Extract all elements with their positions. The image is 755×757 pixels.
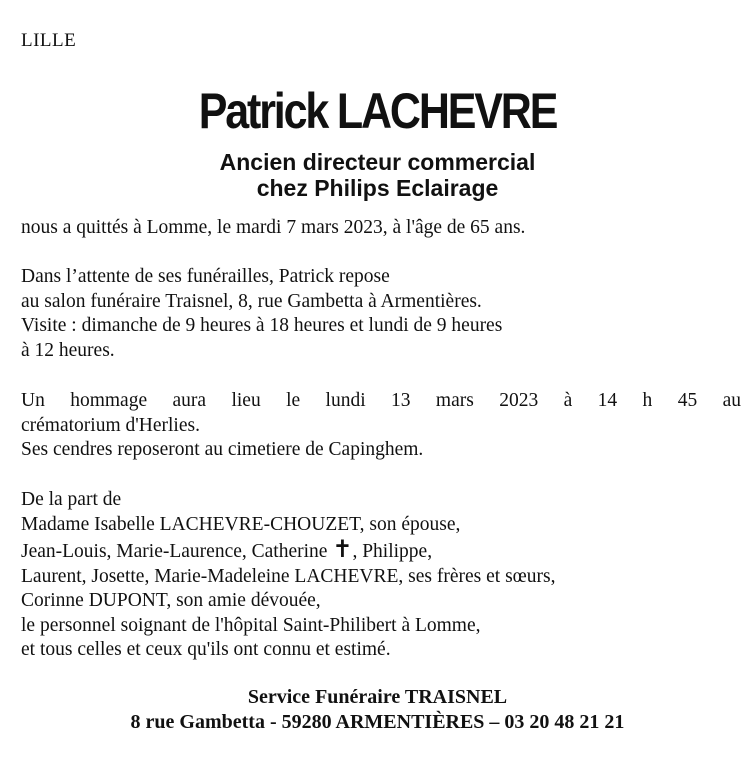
death-notice bbox=[21, 216, 741, 241]
family-paragraph bbox=[21, 488, 741, 663]
funeral-service-address: 8 rue Gambetta - 59280 ARMENTIÈRES – 03 20 48 21 21 bbox=[130, 711, 625, 733]
family-all: et tous celles et ceux qu'ils ont connu et estimé. bbox=[21, 639, 391, 660]
cross-icon: ✝ bbox=[332, 535, 353, 563]
death-notice-text: nous a quittés à Lomme, le mardi 7 mars 2023, à l'âge de 65 ans. bbox=[21, 217, 526, 238]
deceased-role bbox=[0, 149, 755, 201]
deceased-name: Patrick LACHEVRE bbox=[198, 83, 557, 139]
rest-paragraph bbox=[21, 265, 741, 363]
funeral-service-footer bbox=[0, 685, 755, 735]
family-siblings-line bbox=[21, 537, 741, 565]
rest-line: Dans l’attente de ses funérailles, Patrick repose bbox=[21, 266, 390, 287]
role-line-2: chez Philips Eclairage bbox=[256, 175, 499, 201]
ceremony-line: crématorium d'Herlies. bbox=[21, 414, 200, 436]
family-siblings-b: , Philippe, bbox=[352, 541, 433, 562]
family-siblings-c: Laurent, Josette, Marie-Madeleine LACHEVRE, ses frères et sœurs, bbox=[21, 565, 556, 587]
funeral-service-name: Service Funéraire TRAISNEL bbox=[247, 686, 508, 708]
city-label: LILLE bbox=[21, 30, 77, 51]
rest-line: Visite : dimanche de 9 heures à 18 heures et lundi de 9 heures bbox=[21, 315, 503, 336]
ceremony-paragraph bbox=[21, 389, 741, 463]
family-friend: Corinne DUPONT, son amie dévouée, bbox=[21, 590, 321, 611]
family-intro: De la part de bbox=[21, 489, 122, 510]
family-staff: le personnel soignant de l'hôpital Saint-Philibert à Lomme, bbox=[21, 614, 481, 636]
ceremony-line: Un hommage aura lieu le lundi 13 mars 2023 à 14 h 45 au bbox=[21, 390, 741, 411]
ceremony-line: Ses cendres reposeront au cimetiere de Capinghem. bbox=[21, 439, 424, 460]
family-siblings-a: Jean-Louis, Marie-Laurence, Catherine bbox=[21, 541, 328, 562]
rest-line: au salon funéraire Traisnel, 8, rue Gambetta à Armentières. bbox=[21, 290, 482, 312]
family-spouse: Madame Isabelle LACHEVRE-CHOUZET, son épouse, bbox=[21, 513, 461, 535]
rest-line: à 12 heures. bbox=[21, 339, 115, 361]
role-line-1: Ancien directeur commercial bbox=[219, 149, 536, 175]
